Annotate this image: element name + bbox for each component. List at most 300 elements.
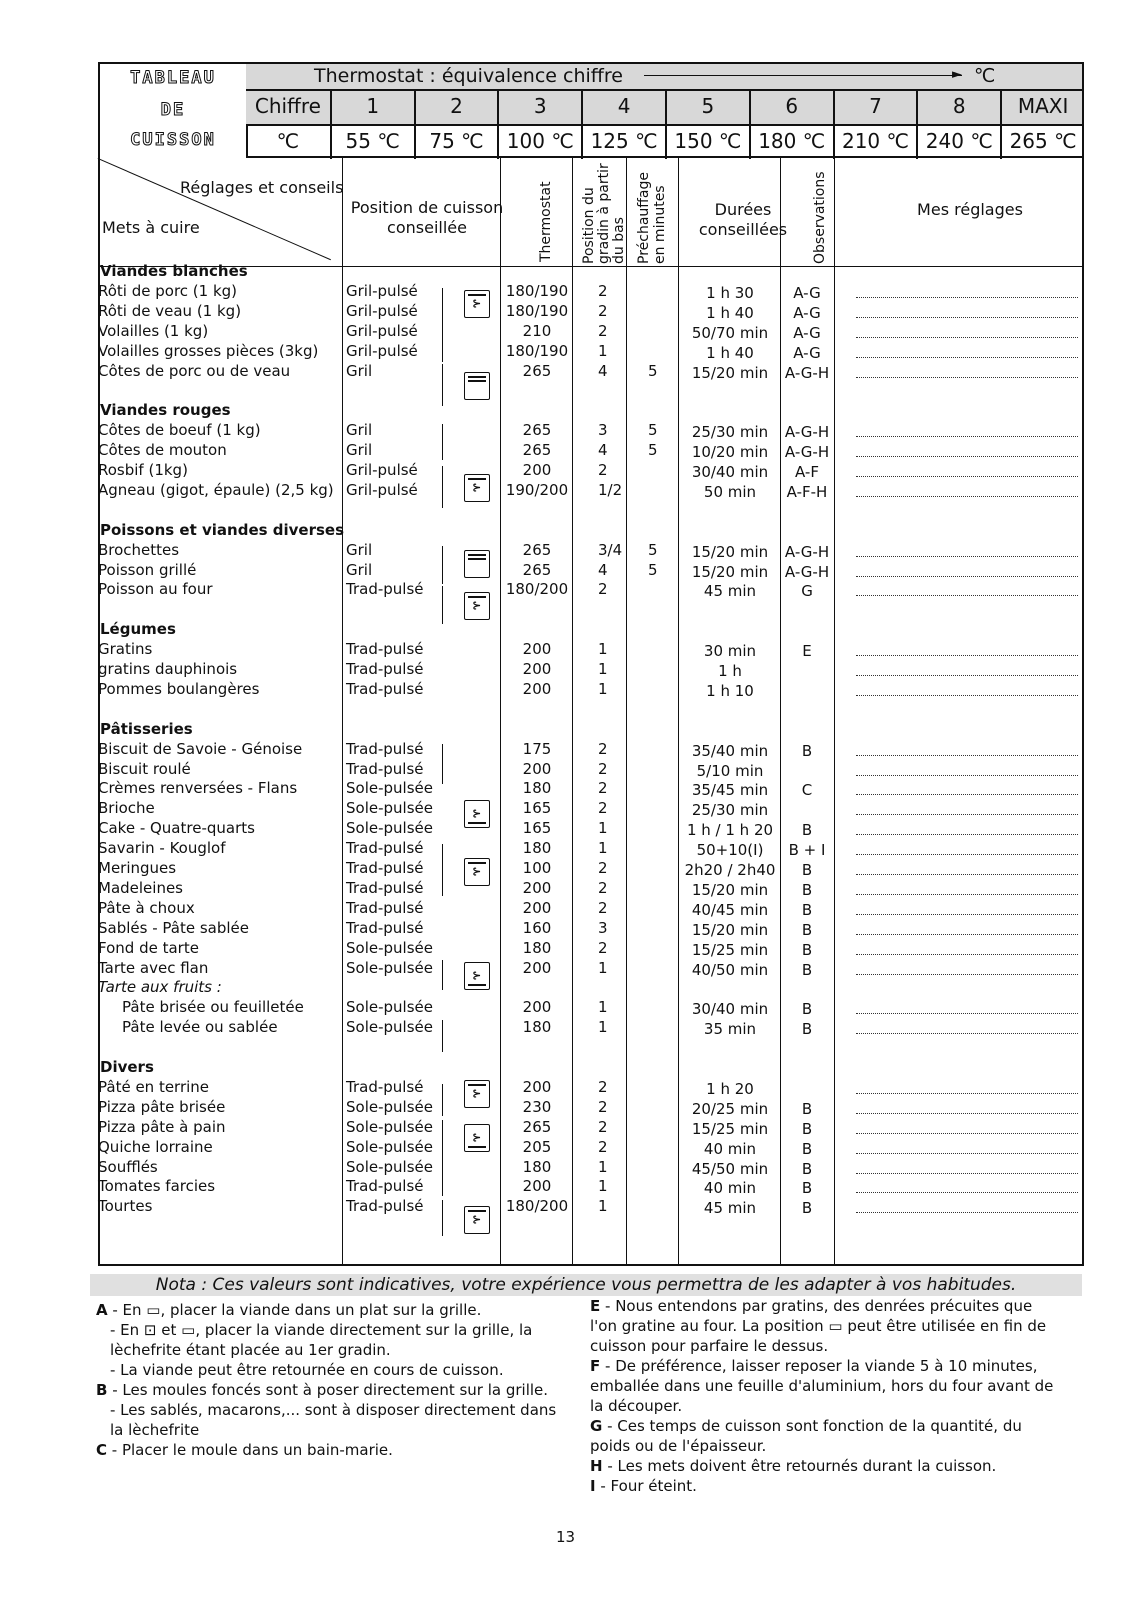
duration-value: 35 min	[703, 1020, 757, 1039]
cooking-mode: Trad-pulsé	[346, 839, 424, 858]
fan-mode-icon	[464, 1080, 490, 1108]
mode-bracket	[442, 960, 443, 990]
thermostat-value: 200	[522, 958, 552, 977]
fan-mode-icon	[464, 858, 490, 886]
thermostat-value: 200	[522, 759, 552, 778]
thermostat-value: 165	[522, 819, 552, 838]
mes-reglages-field	[856, 337, 1078, 338]
observation-value: B	[801, 1159, 813, 1178]
title-line-3: CUISSON	[130, 130, 216, 150]
thermostat-value: 175	[522, 739, 552, 758]
gradin-value: 3	[598, 421, 608, 440]
durees-header: Durées conseillées	[698, 200, 788, 239]
footnote-text: - La viande peut être retournée en cours de cuisson.	[110, 1361, 504, 1379]
thermostat-value: 210	[522, 321, 552, 340]
mode-bracket	[442, 1084, 443, 1116]
column-divider	[342, 158, 343, 1266]
chiffre-cell: 6	[749, 91, 833, 124]
duration-value: 35/45 min	[691, 781, 769, 800]
title-line-1: TABLEAU	[130, 68, 216, 88]
mes-reglages-field	[856, 1093, 1078, 1094]
chiffre-cell: 3	[497, 91, 581, 124]
cooking-mode: Trad-pulsé	[346, 759, 424, 778]
observation-value: B	[801, 1139, 813, 1158]
grill-mode-icon	[464, 372, 490, 400]
gradin-value: 1	[598, 660, 608, 678]
notes-left	[96, 1300, 566, 1460]
mes-reglages-field	[856, 775, 1078, 776]
observation-value: B	[801, 741, 813, 760]
dish-name: Pizza pâte à pain	[98, 1117, 226, 1136]
cooking-mode: Trad-pulsé	[346, 660, 424, 678]
dish-name: Soufflés	[98, 1157, 158, 1176]
duration-value: 2h20 / 2h40	[684, 861, 776, 879]
gradin-value: 2	[598, 1137, 608, 1156]
footnote	[590, 1356, 1060, 1416]
mes-reglages-field	[856, 595, 1078, 596]
mes-reglages-field	[856, 655, 1078, 656]
thermostat-value: 100	[522, 859, 552, 877]
dish-name: Quiche lorraine	[98, 1137, 213, 1156]
cooking-mode: Trad-pulsé	[346, 739, 424, 758]
dish-name: Pommes boulangères	[98, 679, 260, 698]
mode-bracket	[442, 424, 443, 460]
category-heading: Viandes blanches	[100, 262, 248, 280]
degree-cell: 240 ℃	[916, 126, 1000, 159]
footnote-key: B	[96, 1381, 108, 1399]
mes-reglages-field	[856, 377, 1078, 378]
bottom-fan-icon	[464, 800, 490, 828]
mes-reglages-field	[856, 576, 1078, 577]
category-heading: Poissons et viandes diverses	[100, 520, 345, 539]
observation-value: B + I	[788, 841, 826, 860]
observation-value: A-G	[793, 343, 821, 362]
title-line-2: DE	[160, 100, 186, 120]
thermostat-value: 180/200	[505, 1197, 569, 1216]
mes-reglages-field	[856, 456, 1078, 457]
dish-name: Rôti de porc (1 kg)	[98, 281, 238, 300]
mes-reglages-field	[856, 834, 1078, 835]
duration-value: 1 h 10	[706, 681, 754, 700]
icon-line	[468, 862, 486, 864]
footnote-key: H	[590, 1457, 603, 1475]
cooking-mode: Trad-pulsé	[346, 640, 424, 659]
cooking-mode: Sole-pulsée	[346, 1097, 433, 1116]
degree-cell: 210 ℃	[833, 126, 917, 159]
thermostat-label: Thermostat : équivalence chiffre	[314, 65, 623, 87]
mode-bracket	[442, 586, 443, 624]
cooking-mode: Trad-pulsé	[346, 679, 424, 698]
thermostat-value: 160	[522, 918, 552, 937]
gradin-value: 2	[598, 321, 608, 340]
mes-reglages-header: Mes réglages	[917, 200, 1023, 219]
observation-value: B	[801, 1099, 813, 1118]
cooking-mode: Sole-pulsée	[346, 799, 433, 818]
thermostat-value: 265	[522, 1117, 552, 1136]
thermostat-unit: ℃	[974, 65, 996, 87]
mes-reglages-field	[856, 675, 1078, 676]
dish-name: Meringues	[98, 859, 177, 877]
mes-reglages-field	[856, 1153, 1078, 1154]
observation-value: A-G-H	[784, 562, 830, 581]
dish-name: Sablés - Pâte sablée	[98, 918, 249, 937]
dish-name: Tomates farcies	[98, 1177, 216, 1196]
gradin-value: 1/2	[598, 480, 623, 499]
gradin-value: 2	[598, 281, 608, 300]
duration-value: 45/50 min	[691, 1159, 769, 1178]
duration-value: 45 min	[703, 1199, 757, 1218]
gradin-value: 1	[598, 640, 608, 659]
dish-name: Tourtes	[98, 1197, 153, 1216]
gradin-value: 1	[598, 998, 608, 1017]
observation-value: B	[801, 920, 813, 939]
column-divider	[626, 158, 627, 1266]
thermostat-value: 200	[522, 679, 552, 698]
dish-name: Brioche	[98, 799, 155, 818]
footnote	[96, 1300, 566, 1320]
cooking-mode: Sole-pulsée	[346, 998, 433, 1017]
thermostat-value: 165	[522, 799, 552, 818]
gradin-value: 2	[598, 1077, 608, 1096]
gradin-value: 4	[598, 560, 608, 579]
duration-value: 40/50 min	[691, 960, 769, 979]
prechauffage-header: Préchauffage en minutes	[636, 171, 668, 264]
icon-line	[468, 554, 486, 556]
arrow-line	[644, 75, 962, 76]
column-divider	[500, 158, 501, 1266]
thermostat-value: 200	[522, 998, 552, 1017]
preheat-value: 5	[648, 560, 658, 579]
duration-value: 15/20 min	[691, 363, 769, 382]
cooking-mode: Gril	[346, 560, 373, 579]
mes-reglages-field	[856, 436, 1078, 437]
mes-reglages-field	[856, 934, 1078, 935]
icon-line	[468, 478, 486, 480]
column-divider	[834, 158, 835, 1266]
icon-line	[468, 1084, 486, 1086]
observation-value: A-G-H	[784, 542, 830, 561]
gradin-value: 2	[598, 1117, 608, 1136]
degree-cell: 150 ℃	[665, 126, 749, 159]
footnote	[590, 1416, 1060, 1456]
degree-cell: 180 ℃	[749, 126, 833, 159]
mes-reglages-field	[856, 1133, 1078, 1134]
chiffre-cell: 4	[581, 91, 665, 124]
observation-value: A-G-H	[784, 363, 830, 382]
mes-reglages-field	[856, 1033, 1078, 1034]
gradin-value: 2	[598, 580, 608, 599]
observation-value: B	[801, 960, 813, 979]
duration-value: 15/20 min	[691, 920, 769, 939]
mes-reglages-field	[856, 794, 1078, 795]
gradin-value: 4	[598, 441, 608, 460]
position-header: Position de cuisson conseillée	[350, 198, 504, 237]
cooking-mode: Sole-pulsée	[346, 1018, 433, 1037]
cooking-mode: Trad-pulsé	[346, 1177, 424, 1196]
cooking-mode: Sole-pulsée	[346, 938, 433, 957]
thermostat-value: 265	[522, 560, 552, 579]
mes-reglages-field	[856, 1212, 1078, 1213]
dish-name: Biscuit roulé	[98, 759, 191, 778]
fan-glyph: ⊱	[472, 481, 482, 494]
footnote-text: - Ces temps de cuisson sont fonction de la quantité, du poids ou de l'épaisseur.	[590, 1417, 1022, 1455]
duration-value: 25/30 min	[691, 423, 769, 442]
duration-value: 1 h 30	[706, 283, 754, 302]
mode-bracket	[442, 844, 443, 896]
bottom-fan-icon	[464, 962, 490, 990]
fan-mode-icon	[464, 474, 490, 502]
gradin-value: 2	[598, 898, 608, 917]
duration-value: 30/40 min	[691, 463, 769, 481]
cooking-mode: Trad-pulsé	[346, 878, 424, 897]
thermostat-value: 180	[522, 1157, 552, 1176]
mode-bracket	[442, 744, 443, 784]
gradin-value: 3	[598, 918, 608, 937]
mode-bracket	[442, 288, 443, 362]
duration-value: 40 min	[703, 1179, 757, 1198]
mode-bracket	[442, 1020, 443, 1052]
thermostat-value: 180/200	[505, 580, 569, 599]
dish-name: Côtes de boeuf (1 kg)	[98, 421, 261, 440]
footnote-text: - De préférence, laisser reposer la viande 5 à 10 minutes, emballée dans une feuille d'aluminium, hors du four avant de la découper.	[590, 1357, 1054, 1415]
mes-reglages-field	[856, 1013, 1078, 1014]
grill-mode-icon	[464, 550, 490, 578]
observations-header: Observations	[812, 171, 828, 264]
thermostat-value: 230	[522, 1097, 552, 1116]
degree-row	[246, 124, 1082, 159]
icon-line	[468, 822, 486, 824]
gradin-value: 4	[598, 361, 608, 380]
gradin-value: 1	[598, 341, 608, 360]
thermostat-value: 200	[522, 898, 552, 917]
duration-value: 50 min	[703, 482, 757, 501]
footnote	[96, 1400, 566, 1440]
fan-mode-icon	[464, 592, 490, 620]
duration-value: 1 h / 1 h 20	[686, 821, 774, 840]
footnote-text: - Les sablés, macarons,... sont à disposer directement dans la lèchefrite	[110, 1401, 557, 1439]
column-divider	[678, 158, 679, 1266]
mets-header: Mets à cuire	[102, 218, 200, 237]
gradin-value: 1	[598, 1177, 608, 1196]
fan-glyph: ⊱	[472, 1213, 482, 1226]
observation-value: A-G-H	[784, 423, 830, 442]
duration-value: 25/30 min	[691, 801, 769, 820]
duration-value: 40/45 min	[691, 900, 769, 919]
thermostat-value: 200	[522, 640, 552, 659]
cooking-mode: Sole-pulsée	[346, 779, 433, 798]
gradin-value: 2	[598, 301, 608, 320]
cooking-mode: Sole-pulsée	[346, 958, 433, 977]
gradin-value: 2	[598, 938, 608, 957]
gradin-value: 1	[598, 679, 608, 698]
thermostat-value: 265	[522, 421, 552, 440]
cooking-mode: Sole-pulsée	[346, 819, 433, 838]
cooking-mode: Trad-pulsé	[346, 918, 424, 937]
fan-mode-icon	[464, 1206, 490, 1234]
observation-value: A-G	[793, 323, 821, 342]
icon-line	[468, 984, 486, 986]
mes-reglages-field	[856, 954, 1078, 955]
duration-value: 15/20 min	[691, 542, 769, 561]
observation-value: B	[801, 1199, 813, 1218]
dish-name: Pâte levée ou sablée	[122, 1018, 278, 1037]
observation-value: A-G	[793, 303, 821, 322]
dish-name: Côtes de porc ou de veau	[98, 361, 291, 380]
duration-value: 15/25 min	[691, 940, 769, 959]
duration-value: 1 h 40	[706, 343, 754, 362]
dish-name: Tarte avec flan	[98, 958, 209, 977]
fan-glyph: ⊱	[472, 1087, 482, 1100]
gradin-value: 1	[598, 819, 608, 838]
observation-value: B	[801, 1000, 813, 1019]
chiffre-cell: 2	[414, 91, 498, 124]
footnote-text: - En ▭, placer la viande dans un plat sur la grille.	[107, 1301, 482, 1319]
nota-banner: Nota : Ces valeurs sont indicatives, votre expérience vous permettra de les adapter à vos habitudes.	[90, 1274, 1082, 1296]
mode-bracket	[442, 1120, 443, 1196]
notes-right	[590, 1296, 1060, 1496]
mes-reglages-field	[856, 695, 1078, 696]
fan-glyph: ⊱	[472, 807, 482, 820]
gradin-value: 1	[598, 1157, 608, 1176]
footnote-text: - Les moules foncés sont à poser directement sur la grille.	[107, 1381, 549, 1399]
degree-cell: 75 ℃	[414, 126, 498, 159]
cooking-mode: Gril-pulsé	[346, 301, 418, 320]
mes-reglages-field	[856, 894, 1078, 895]
chiffre-cell: 5	[665, 91, 749, 124]
footnote-text: - Four éteint.	[595, 1477, 697, 1495]
duration-value: 1 h 40	[706, 303, 754, 322]
footnote-key: C	[96, 1441, 108, 1459]
cooking-mode: Gril	[346, 361, 373, 380]
cooking-mode: Gril-pulsé	[346, 321, 418, 340]
mode-bracket	[442, 546, 443, 584]
fan-glyph: ⊱	[472, 297, 482, 310]
footnote-key: E	[590, 1297, 601, 1315]
gradin-value: 2	[598, 1097, 608, 1116]
gradin-value: 1	[598, 1197, 608, 1216]
cooking-mode: Gril	[346, 421, 373, 440]
dish-name: Fond de tarte	[98, 938, 199, 957]
footnote	[590, 1456, 1060, 1476]
footnote	[96, 1320, 566, 1360]
duration-value: 35/40 min	[691, 741, 769, 760]
dish-name: Volailles (1 kg)	[98, 321, 209, 340]
gradin-value: 2	[598, 759, 608, 778]
dish-name: Pâte brisée ou feuilletée	[122, 998, 304, 1017]
footnote-key: I	[590, 1477, 596, 1495]
duration-value: 1 h 20	[706, 1079, 754, 1098]
footnote	[590, 1476, 1060, 1496]
gradin-value: 3/4	[598, 540, 623, 559]
duration-value: 30 min	[703, 642, 757, 661]
degree-cell: 265 ℃	[1000, 126, 1084, 159]
footnote-key: F	[590, 1357, 601, 1375]
degree-label: ℃	[276, 129, 300, 153]
fan-mode-icon	[464, 290, 490, 318]
thermostat-value: 190/200	[505, 480, 569, 499]
observation-value: B	[801, 1020, 813, 1039]
duration-value: 1 h	[718, 662, 742, 680]
thermostat-value: 200	[522, 1177, 552, 1196]
observation-value: B	[801, 1119, 813, 1138]
mes-reglages-field	[856, 476, 1078, 477]
thermostat-value: 200	[522, 660, 552, 678]
footnote	[96, 1440, 566, 1460]
degree-cell: 100 ℃	[497, 126, 581, 159]
dish-name: Volailles grosses pièces (3kg)	[98, 341, 319, 360]
cooking-mode: Gril	[346, 540, 373, 559]
duration-value: 40 min	[703, 1139, 757, 1158]
mes-reglages-field	[856, 1192, 1078, 1193]
thermostat-value: 265	[522, 441, 552, 460]
footnote	[96, 1380, 566, 1400]
mes-reglages-field	[856, 974, 1078, 975]
thermostat-value: 180	[522, 839, 552, 858]
dish-name: Crèmes renversées - Flans	[98, 779, 298, 798]
footnote-text: - Nous entendons par gratins, des denrées précuites que l'on gratine au four. La position ▭ peut être utilisée en fin de cuisson pour parfaire le dessus.	[590, 1297, 1047, 1355]
dish-name: Pâté en terrine	[98, 1077, 210, 1096]
duration-value: 30/40 min	[691, 1000, 769, 1019]
gradin-value: 2	[598, 779, 608, 798]
gradin-header: Position du gradin à partir du bas	[581, 163, 627, 264]
mes-reglages-field	[856, 317, 1078, 318]
fan-glyph: ⊱	[472, 1131, 482, 1144]
thermostat-value: 265	[522, 361, 552, 380]
dish-name: Savarin - Kouglof	[98, 839, 226, 858]
table-title	[100, 64, 248, 158]
thermostat-value: 200	[522, 1077, 552, 1096]
column-divider	[572, 158, 573, 1266]
icon-line	[468, 376, 486, 378]
preheat-value: 5	[648, 540, 658, 559]
gradin-value: 2	[598, 799, 608, 818]
cooking-mode: Gril	[346, 441, 373, 460]
category-heading: Divers	[100, 1058, 154, 1076]
cooking-mode: Sole-pulsée	[346, 1157, 433, 1176]
mes-reglages-field	[856, 1173, 1078, 1174]
cooking-mode: Sole-pulsée	[346, 1137, 433, 1156]
mode-bracket	[442, 1200, 443, 1236]
observation-value: A-F-H	[786, 482, 828, 501]
dish-name: Agneau (gigot, épaule) (2,5 kg)	[98, 480, 334, 499]
observation-value: C	[801, 781, 813, 800]
duration-value: 20/25 min	[691, 1099, 769, 1118]
category-heading: Viandes rouges	[100, 401, 231, 420]
preheat-value: 5	[648, 441, 658, 460]
reglages-header: Réglages et conseils	[180, 178, 344, 197]
observation-value: A-G	[793, 283, 821, 302]
page-number: 13	[556, 1528, 576, 1546]
dish-name: Biscuit de Savoie - Génoise	[98, 739, 303, 758]
icon-line	[468, 1210, 486, 1212]
dish-name: Tarte aux fruits :	[98, 978, 222, 997]
dish-name: Poisson au four	[98, 580, 213, 599]
degree-cell: 125 ℃	[581, 126, 665, 159]
observation-value: B	[801, 821, 813, 840]
footnote-text: - Placer le moule dans un bain-marie.	[107, 1441, 393, 1459]
fan-glyph: ⊱	[472, 969, 482, 982]
dish-name: Madeleines	[98, 878, 183, 897]
gradin-value: 2	[598, 461, 608, 479]
chiffre-cell: 8	[916, 91, 1000, 124]
observation-value: B	[801, 940, 813, 959]
degree-cell: 55 ℃	[330, 126, 414, 159]
thermostat-value: 200	[522, 461, 552, 479]
duration-value: 15/20 min	[691, 562, 769, 581]
thermostat-value: 180/190	[505, 281, 569, 300]
thermostat-header: Thermostat	[538, 181, 554, 262]
icon-line	[468, 294, 486, 296]
